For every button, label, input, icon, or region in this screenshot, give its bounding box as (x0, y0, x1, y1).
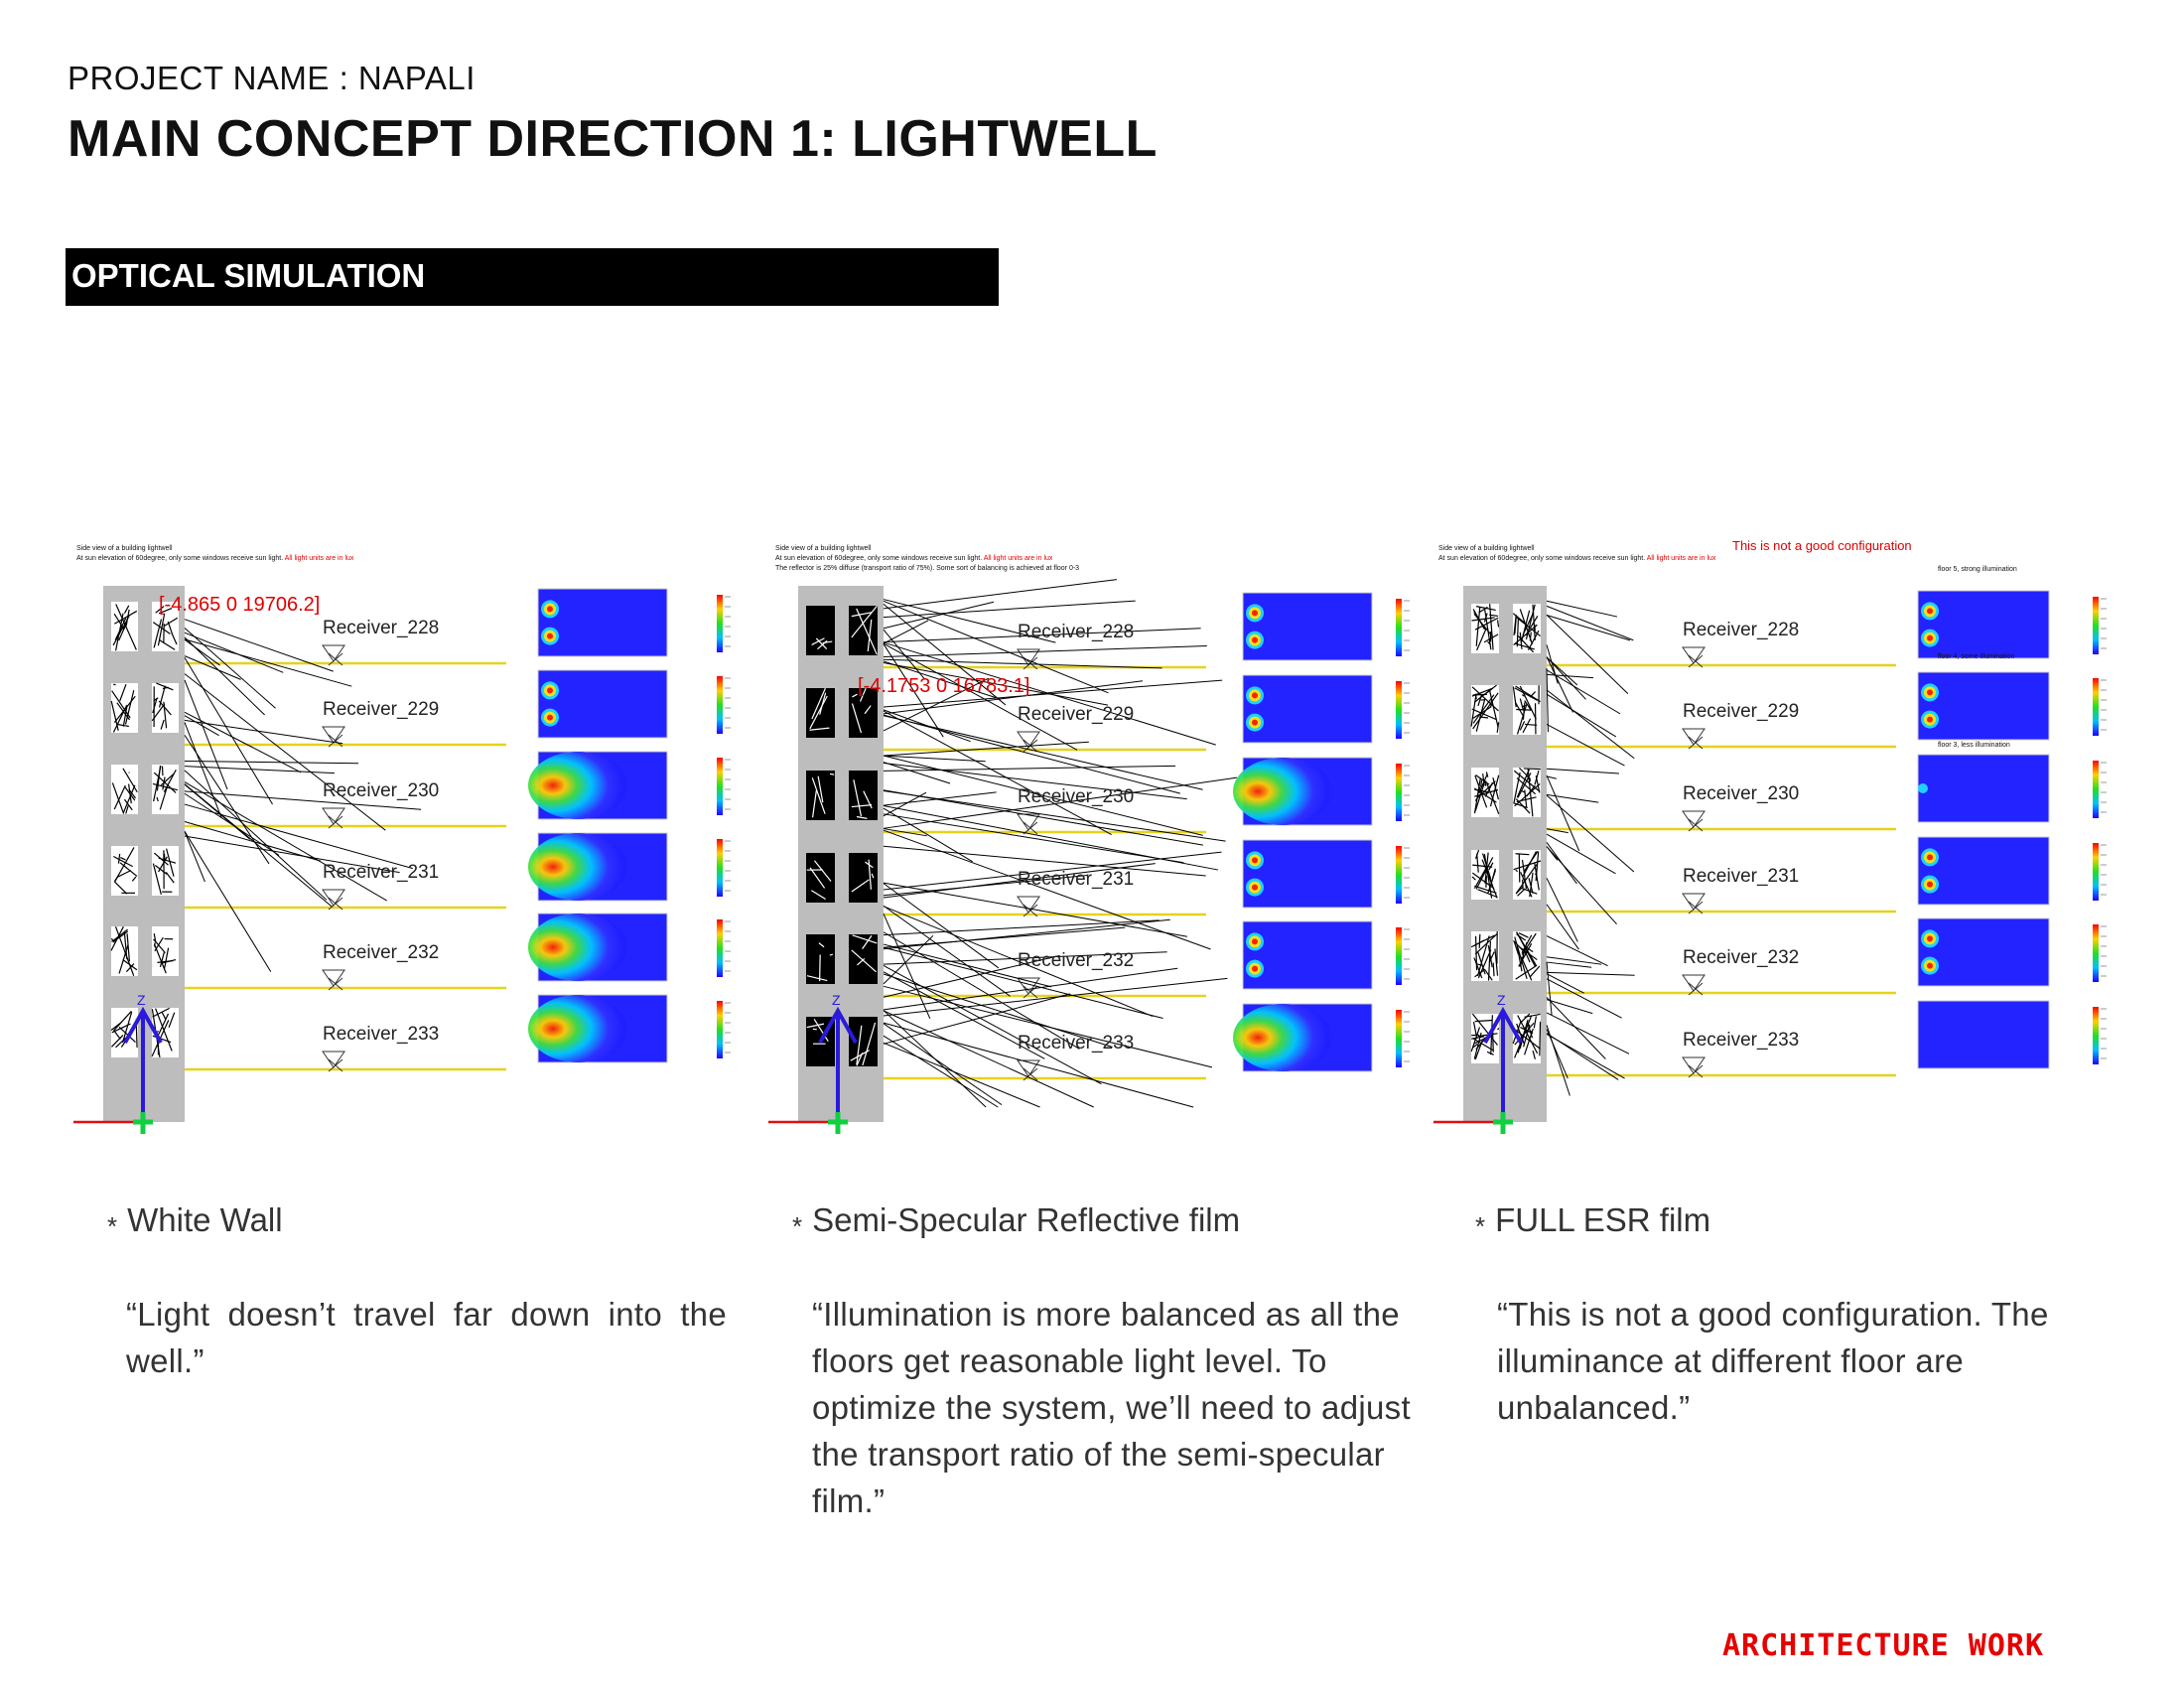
illuminance-heatmap (1918, 672, 2049, 740)
axis-z-label: Z (1497, 992, 1506, 1008)
illuminance-heatmap (538, 670, 667, 738)
option-heading-full-esr: * FULL ESR film (1475, 1201, 1711, 1241)
axis-z-label: Z (832, 992, 841, 1008)
illuminance-heatmap (1243, 675, 1372, 743)
color-scale-bar (2093, 597, 2099, 654)
receiver-label: Receiver_231 (1683, 866, 1800, 887)
axis-z-label: Z (137, 992, 146, 1008)
receiver-label: Receiver_232 (323, 942, 440, 963)
illuminance-heatmap (1918, 1001, 2049, 1068)
receiver-label: Receiver_232 (1683, 947, 1800, 968)
receiver-label: Receiver_229 (323, 699, 440, 720)
floor-label: floor 3, less illumination (1938, 742, 2010, 749)
illuminance-heatmap (1918, 755, 2049, 822)
window-opening (152, 846, 179, 896)
brand-logo: ARCHITECTURE WORK (1722, 1628, 2045, 1663)
receiver-label: Receiver_232 (1018, 950, 1135, 971)
receiver-label: Receiver_229 (1018, 704, 1135, 725)
panel-note: Side view of a building lightwell At sun elevation of 60degree, only some windows receive sun light. All light units are in lux (1438, 545, 1716, 562)
option-quote-white-wall: “Light doesn’t travel far down into the well.” (126, 1296, 727, 1379)
color-scale-bar (1396, 599, 1402, 656)
color-scale-bar (1396, 764, 1402, 821)
page-title: MAIN CONCEPT DIRECTION 1: LIGHTWELL (68, 110, 1158, 168)
illuminance-heatmap (1243, 840, 1372, 908)
window-opening (152, 926, 179, 976)
receiver-label: Receiver_233 (1683, 1030, 1800, 1051)
illuminance-heatmap (1243, 921, 1372, 989)
coordinate-readout: [-4.865 0 19706.2] (159, 594, 321, 616)
floor-label: floor 5, strong illumination (1938, 566, 2017, 573)
illuminance-heatmap (538, 589, 667, 656)
section-header-bar (66, 248, 999, 306)
window-opening (806, 853, 835, 903)
illuminance-heatmap (1243, 593, 1372, 660)
window-opening (849, 606, 878, 655)
color-scale-bar (717, 676, 723, 734)
receiver-label: Receiver_228 (1683, 620, 1800, 640)
receiver-label: Receiver_229 (1683, 701, 1800, 722)
color-scale-bar (1396, 927, 1402, 985)
window-opening (806, 606, 835, 655)
receiver-label: Receiver_230 (1018, 786, 1135, 807)
simulation-panel-full-esr (1430, 536, 2124, 1132)
color-scale-bar (1396, 1010, 1402, 1067)
illuminance-heatmap (1918, 918, 2049, 986)
option-heading-semi-specular: * Semi-Specular Reflective film (792, 1201, 1241, 1241)
receiver-label: Receiver_233 (1018, 1033, 1135, 1054)
floor-label: floor 4, some illumination (1938, 653, 2015, 660)
coordinate-readout: [-4.1753 0 16783.1] (858, 675, 1030, 697)
color-scale-bar (717, 595, 723, 652)
color-scale-bar (717, 758, 723, 815)
receiver-label: Receiver_231 (1018, 869, 1135, 890)
receiver-label: Receiver_230 (1683, 783, 1800, 804)
illuminance-heatmap (1918, 591, 2049, 658)
illuminance-heatmap (1918, 837, 2049, 905)
color-scale-bar (2093, 843, 2099, 901)
receiver-label: Receiver_233 (323, 1024, 440, 1045)
color-scale-bar (2093, 1007, 2099, 1064)
panel-note: Side view of a building lightwell At sun elevation of 60degree, only some windows receive sun light. All light units are in lux (76, 545, 354, 562)
receiver-label: Receiver_231 (323, 862, 440, 883)
project-name: PROJECT NAME : NAPALI (68, 60, 476, 96)
color-scale-bar (1396, 846, 1402, 904)
option-quote-semi-specular: “Illumination is more balanced as all the floors get reasonable light level. To optimize the system, we’ll need to adjust the transport ratio of the semi-specular film.” (812, 1296, 1411, 1519)
color-scale-bar (2093, 924, 2099, 982)
option-quote-full-esr: “This is not a good configuration. The illuminance at different floor are unbalanced.” (1497, 1296, 2049, 1426)
color-scale-bar (1396, 681, 1402, 739)
section-title: OPTICAL SIMULATION (71, 257, 426, 294)
color-scale-bar (717, 1001, 723, 1058)
color-scale-bar (2093, 678, 2099, 736)
simulation-panel-semi-specular (764, 536, 1459, 1132)
window-opening (849, 771, 878, 820)
option-heading-white-wall: * White Wall (107, 1201, 283, 1241)
panel-note: Side view of a building lightwell At sun elevation of 60degree, only some windows receive sun light. All light units are in lux The reflector is 25% diffuse (transport ratio of 75%). Some sort of balancing is achieved at floor 0-3 (775, 545, 1080, 572)
receiver-label: Receiver_228 (1018, 622, 1135, 642)
window-opening (111, 846, 138, 896)
color-scale-bar (2093, 761, 2099, 818)
warning-label: This is not a good configuration (1732, 538, 1912, 553)
simulation-panel-white-wall (69, 536, 764, 1132)
color-scale-bar (717, 839, 723, 897)
color-scale-bar (717, 919, 723, 977)
receiver-label: Receiver_228 (323, 618, 440, 638)
window-opening (806, 771, 835, 820)
receiver-label: Receiver_230 (323, 780, 440, 801)
